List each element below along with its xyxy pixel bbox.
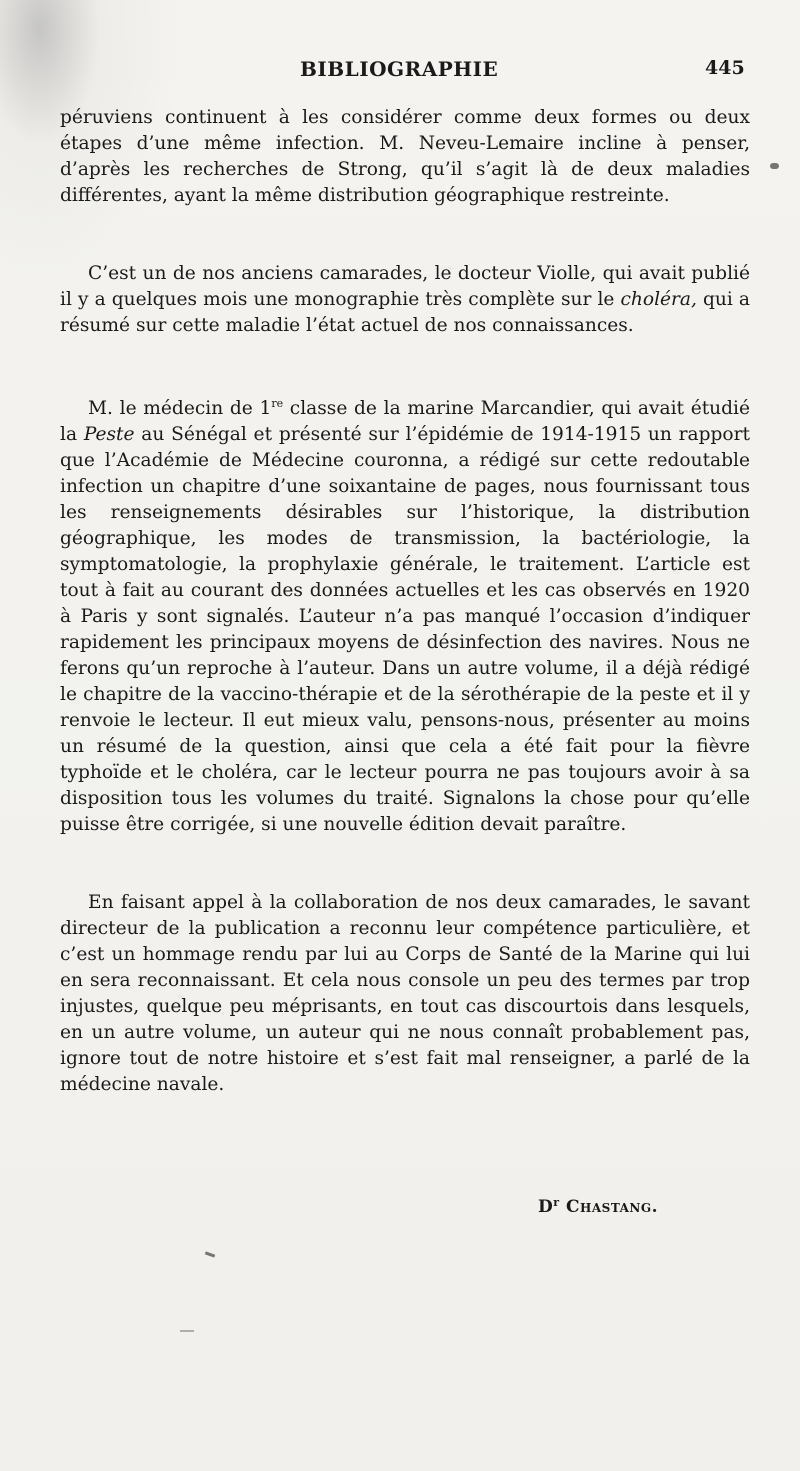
signature-title-letter: D bbox=[538, 1197, 554, 1217]
author-signature bbox=[538, 1196, 658, 1217]
page-number: 445 bbox=[705, 57, 745, 79]
paragraph-1-text: péruviens continuent à les considérer comme deux formes ou deux étapes d’une même infection. M. Neveu-Lemaire incline à penser, d’après les recherches de Strong, qu’il s’agit là de deux maladies différentes, ayant la même distribution géographique restreinte. bbox=[60, 107, 750, 206]
paragraph-3-text-start: M. le médecin de 1 bbox=[88, 398, 272, 420]
paragraph-4 bbox=[60, 890, 750, 1098]
signature-title bbox=[538, 1197, 560, 1217]
paragraph-2-text-start: C’est un de nos anciens camarades, le docteur Violle, qui avait publié il y a quelques mois une monographie très complète sur le bbox=[60, 263, 750, 310]
paragraph-2-italic: choléra, bbox=[620, 289, 697, 310]
paragraph-3-italic: Peste bbox=[83, 424, 135, 446]
paragraph-2-text-end: qui a résumé sur cette maladie l’état actuel de nos connaissances. bbox=[60, 289, 750, 336]
signature-name: Chastang. bbox=[565, 1197, 659, 1217]
paragraph-1 bbox=[60, 105, 750, 209]
paragraph-3-text-middle: classe de la marine Marcandier, qui avait étudié la bbox=[60, 398, 750, 446]
paragraph-2 bbox=[60, 261, 750, 339]
running-head bbox=[0, 57, 800, 83]
paragraph-3-text-end: au Sénégal et présenté sur l’épidémie de 1914-1915 un rapport que l’Académie de Médecine couronna, a rédigé sur cette redoutable infection un chapitre d’une soixantaine de pages, nous fournissant tous les renseignements désirables sur l’historique, la distribution géographique, les modes de transmission, la bactériologie, la symptomatologie, la prophylaxie générale, le traitement. L’article est tout à fait au courant des données actuelles et les cas observés en 1920 à Paris y sont signalés. L’auteur n’a pas manqué l’occasion d’indiquer rapidement les principaux moyens de désinfection des navires. Nous ne ferons qu’un reproche à l’auteur. Dans un autre volume, il a déjà rédigé le chapitre de la vaccino-thérapie et de la sérothérapie de la peste et il y renvoie le lecteur. Il eut mieux valu, pensons-nous, présenter au moins un résumé de la question, ainsi que cela a été fait pour la fièvre typhoïde et le choléra, car le lecteur pourra ne pas toujours avoir à sa disposition tous les volumes du traité. Signalons la chose pour qu’elle puisse être corrigée, si une nouvelle édition devait paraître. bbox=[60, 424, 750, 836]
running-title: BIBLIOGRAPHIE bbox=[300, 57, 499, 81]
paragraph-4-text: En faisant appel à la collaboration de nos deux camarades, le savant directeur de la publication a reconnu leur compétence particulière, et c’est un hommage rendu par lui au Corps de Santé de la Marine qui lui en sera reconnaissant. Et cela nous console un peu des termes par trop injustes, quelque peu méprisants, en tout cas discourtois dans lesquels, en un autre volume, un auteur qui ne nous connaît probablement pas, ignore tout de notre histoire et s’est fait mal renseigner, a parlé de la médecine navale. bbox=[60, 892, 750, 1096]
paragraph-3-superscript: re bbox=[271, 397, 284, 410]
body-text bbox=[60, 105, 750, 1124]
ink-speck bbox=[205, 1251, 215, 1257]
paragraph-3 bbox=[60, 391, 750, 838]
signature-title-sup: r bbox=[553, 1196, 560, 1209]
ink-speck bbox=[180, 1330, 194, 1332]
ink-speck bbox=[770, 163, 779, 169]
